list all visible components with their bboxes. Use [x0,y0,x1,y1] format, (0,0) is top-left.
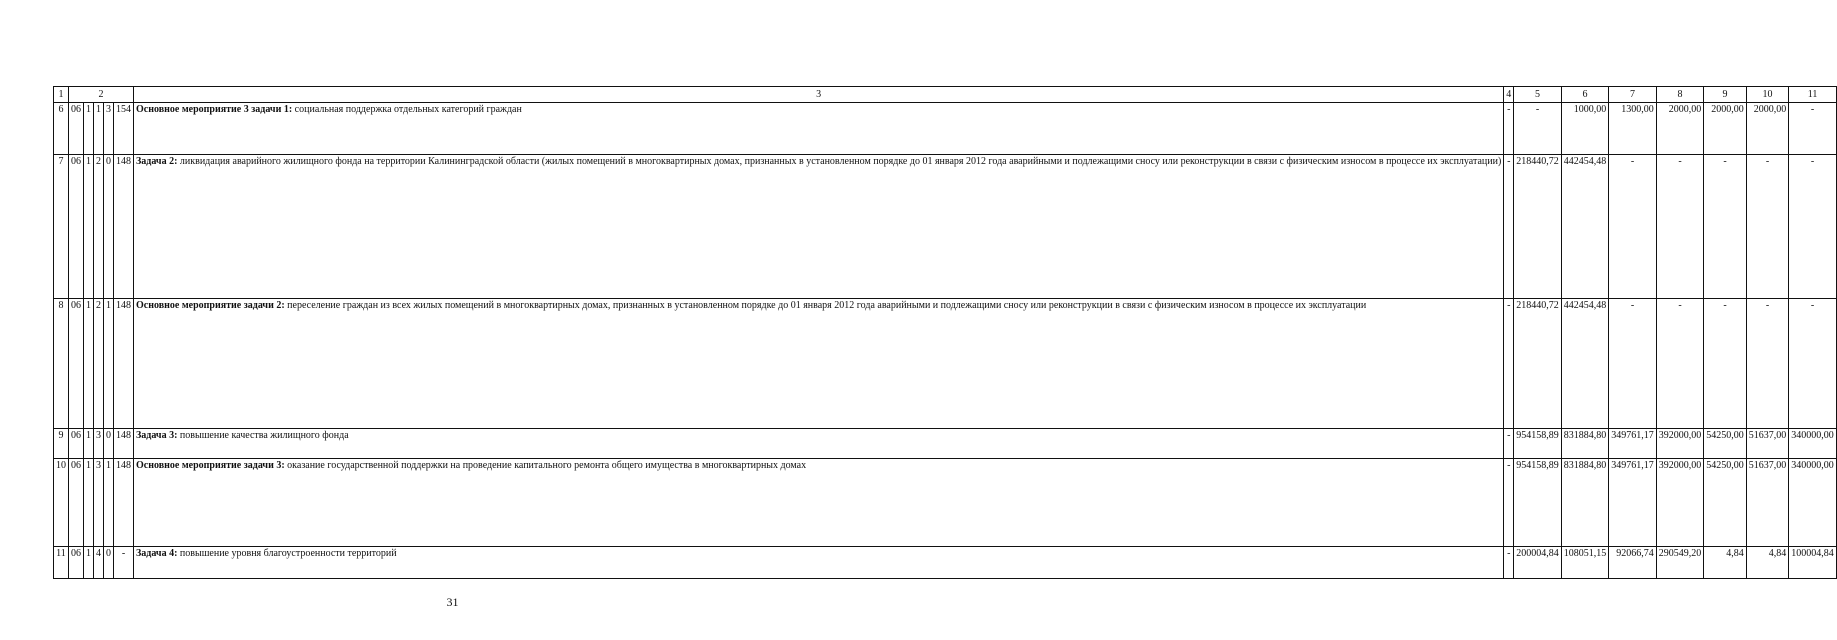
description-text: повышение качества жилищного фонда [179,430,349,441]
description-cell [134,155,1504,299]
value-cell: 51637,00 [1746,429,1789,459]
value-cell: - [1504,155,1514,299]
code-part: - [114,547,134,579]
code-part: 1 [104,459,114,547]
value-cell: 392000,00 [1656,429,1704,459]
value-cell: - [1789,155,1837,299]
value-cell: - [1746,299,1789,429]
description-text: оказание государственной поддержки на проведение капитального ремонта общего имущества в многоквартирных домах [287,460,807,471]
code-part: 3 [94,429,104,459]
value-cell: - [1504,103,1514,155]
value-cell: - [1789,299,1837,429]
description-heading: Основное мероприятие 3 задачи 1: [136,104,293,115]
value-cell: 54250,00 [1704,459,1747,547]
header-cell-8: 8 [1656,87,1704,103]
header-cell-6: 6 [1561,87,1609,103]
row-number: 8 [54,299,69,429]
table-row [54,299,1837,429]
value-cell: 290549,20 [1656,547,1704,579]
value-cell: 954158,89 [1514,459,1562,547]
description-heading: Основное мероприятие задачи 3: [136,460,285,471]
code-part: 1 [84,429,94,459]
code-part: 06 [69,459,84,547]
page-number: 31 [446,595,459,609]
value-cell: 340000,00 [1789,459,1837,547]
header-cell-11: 11 [1789,87,1837,103]
value-cell: 831884,80 [1561,459,1609,547]
value-cell: 92066,74 [1609,547,1657,579]
description-cell [134,299,1504,429]
value-cell: 340000,00 [1789,429,1837,459]
header-cell-5: 5 [1514,87,1562,103]
value-cell: - [1609,299,1657,429]
table-row [54,429,1837,459]
value-cell: - [1504,299,1514,429]
value-cell: 4,84 [1746,547,1789,579]
description-heading: Задача 3: [136,430,178,441]
description-text: ликвидация аварийного жилищного фонда на территории Калининградской области (жилых помещений в многоквартирных домах, признанных в установленном порядке до 01 января 2012 года аварийными и подлежащими сносу или реконструкции в связи с физическим износом в процессе их эксплуатации) [179,156,1502,167]
code-part: 3 [94,459,104,547]
code-part: 1 [104,299,114,429]
header-cell-2: 2 [69,87,134,103]
table-row [54,459,1837,547]
row-number: 9 [54,429,69,459]
code-part: 154 [114,103,134,155]
code-part: 4 [94,547,104,579]
value-cell: 100004,84 [1789,547,1837,579]
code-part: 148 [114,429,134,459]
code-part: 2 [94,155,104,299]
code-part: 148 [114,155,134,299]
code-part: 06 [69,103,84,155]
value-cell: - [1504,459,1514,547]
value-cell: 2000,00 [1656,103,1704,155]
value-cell: - [1504,429,1514,459]
value-cell: - [1609,155,1657,299]
code-part: 0 [104,547,114,579]
description-text: переселение граждан из всех жилых помещений в многоквартирных домах, признанных в установленном порядке до 01 января 2012 года аварийными и подлежащими сносу или реконструкции в связи с физическим износом в процессе их эксплуатации [287,300,1367,311]
header-cell-3: 3 [134,87,1504,103]
row-number: 7 [54,155,69,299]
value-cell: 108051,15 [1561,547,1609,579]
value-cell: - [1656,299,1704,429]
description-text: повышение уровня благоустроенности территорий [179,548,397,559]
value-cell: 2000,00 [1704,103,1747,155]
value-cell: 349761,17 [1609,459,1657,547]
value-cell: - [1514,103,1562,155]
value-cell: 442454,48 [1561,155,1609,299]
value-cell: - [1746,155,1789,299]
table-row [54,155,1837,299]
header-cell-10: 10 [1746,87,1789,103]
code-part: 2 [94,299,104,429]
header-cell-7: 7 [1609,87,1657,103]
code-part: 1 [84,459,94,547]
header-cell-9: 9 [1704,87,1747,103]
code-part: 148 [114,459,134,547]
value-cell: 218440,72 [1514,299,1562,429]
code-part: 1 [84,547,94,579]
value-cell: 392000,00 [1656,459,1704,547]
description-cell [134,459,1504,547]
value-cell: - [1789,103,1837,155]
table-row [54,103,1837,155]
code-part: 1 [84,155,94,299]
value-cell: 218440,72 [1514,155,1562,299]
value-cell: 1300,00 [1609,103,1657,155]
code-part: 0 [104,429,114,459]
code-part: 1 [84,299,94,429]
description-text: социальная поддержка отдельных категорий граждан [294,104,522,115]
value-cell: 54250,00 [1704,429,1747,459]
header-row [54,87,1837,103]
code-part: 06 [69,155,84,299]
value-cell: - [1704,155,1747,299]
code-part: 148 [114,299,134,429]
description-heading: Задача 4: [136,548,178,559]
header-cell-4: 4 [1504,87,1514,103]
description-heading: Задача 2: [136,156,178,167]
value-cell: 2000,00 [1746,103,1789,155]
row-number: 10 [54,459,69,547]
code-part: 0 [104,155,114,299]
code-part: 06 [69,547,84,579]
value-cell: - [1504,547,1514,579]
value-cell: 200004,84 [1514,547,1562,579]
code-part: 1 [84,103,94,155]
table-body [54,87,1837,579]
program-table [53,86,1837,579]
code-part: 3 [104,103,114,155]
value-cell: 442454,48 [1561,299,1609,429]
description-cell [134,103,1504,155]
row-number: 11 [54,547,69,579]
value-cell: 954158,89 [1514,429,1562,459]
value-cell: 831884,80 [1561,429,1609,459]
value-cell: 1000,00 [1561,103,1609,155]
value-cell: 51637,00 [1746,459,1789,547]
code-part: 1 [94,103,104,155]
code-part: 06 [69,429,84,459]
description-cell [134,429,1504,459]
value-cell: - [1656,155,1704,299]
code-part: 06 [69,299,84,429]
description-cell [134,547,1504,579]
header-cell-1: 1 [54,87,69,103]
value-cell: 349761,17 [1609,429,1657,459]
value-cell: 4,84 [1704,547,1747,579]
value-cell: - [1704,299,1747,429]
row-number: 6 [54,103,69,155]
description-heading: Основное мероприятие задачи 2: [136,300,285,311]
table-row [54,547,1837,579]
